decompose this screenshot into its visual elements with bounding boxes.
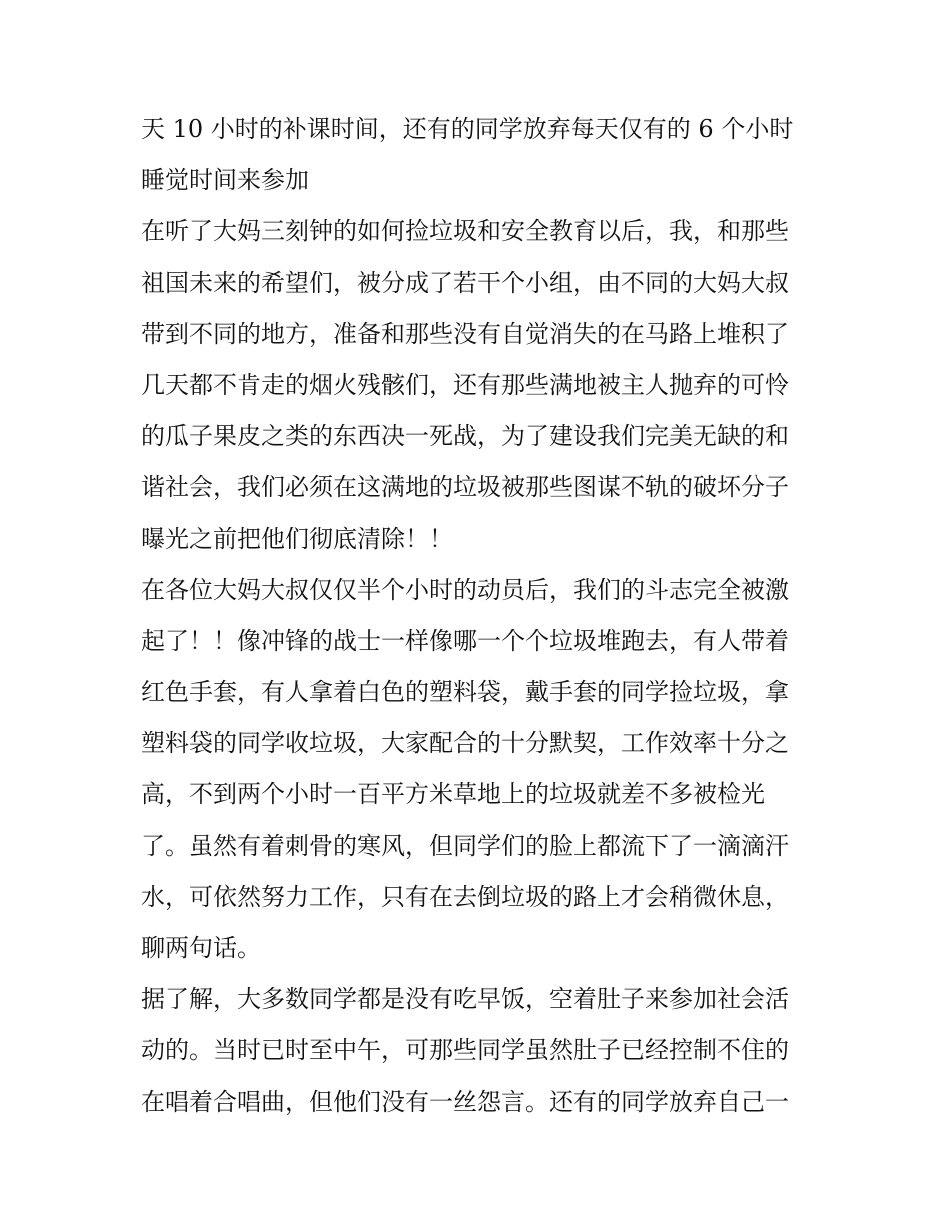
text-line: 塑料袋的同学收垃圾，大家配合的十分默契，工作效率十分之 — [141, 729, 789, 758]
text-line: 聊两句话。 — [141, 934, 261, 962]
text-line: 睡觉时间来参加 — [141, 166, 309, 195]
body-text — [141, 104, 821, 1128]
text-line: 动的。当时已时至中午，可那些同学虽然肚子已经控制不住的 — [141, 1036, 789, 1065]
text-line: 高，不到两个小时一百平方米草地上的垃圾就差不多被检光 — [141, 780, 765, 809]
text-line: 了。虽然有着刺骨的寒风，但同学们的脸上都流下了一滴滴汗 — [141, 831, 789, 860]
text-line: 祖国未来的希望们，被分成了若干个小组，由不同的大妈大叔 — [141, 268, 789, 297]
text-line: 水，可依然努力工作，只有在去倒垃圾的路上才会稍微休息， — [141, 882, 789, 911]
text-line: 谐社会，我们必须在这满地的垃圾被那些图谋不轨的破坏分子 — [141, 473, 789, 502]
text-line: 的瓜子果皮之类的东西决一死战，为了建设我们完美无缺的和 — [141, 422, 789, 451]
text-line: 带到不同的地方，准备和那些没有自觉消失的在马路上堆积了 — [141, 319, 789, 348]
text-line: 在唱着合唱曲，但他们没有一丝怨言。还有的同学放弃自己一 — [141, 1087, 789, 1116]
text-line: 天 10 小时的补课时间，还有的同学放弃每天仅有的 6 个小时 — [141, 115, 794, 143]
text-line: 据了解，大多数同学都是没有吃早饭，空着肚子来参加社会活 — [141, 985, 789, 1014]
text-line: 在各位大妈大叔仅仅半个小时的动员后，我们的斗志完全被激 — [141, 575, 789, 604]
text-line: 起了！！像冲锋的战士一样像哪一个个垃圾堆跑去，有人带着 — [141, 626, 789, 655]
text-line: 红色手套，有人拿着白色的塑料袋，戴手套的同学捡垃圾，拿 — [141, 678, 789, 707]
text-line: 几天都不肯走的烟火残骸们，还有那些满地被主人抛弃的可怜 — [141, 370, 789, 399]
text-line: 曝光之前把他们彻底清除！！ — [141, 524, 453, 553]
text-line: 在听了大妈三刻钟的如何捡垃圾和安全教育以后，我，和那些 — [141, 217, 789, 246]
